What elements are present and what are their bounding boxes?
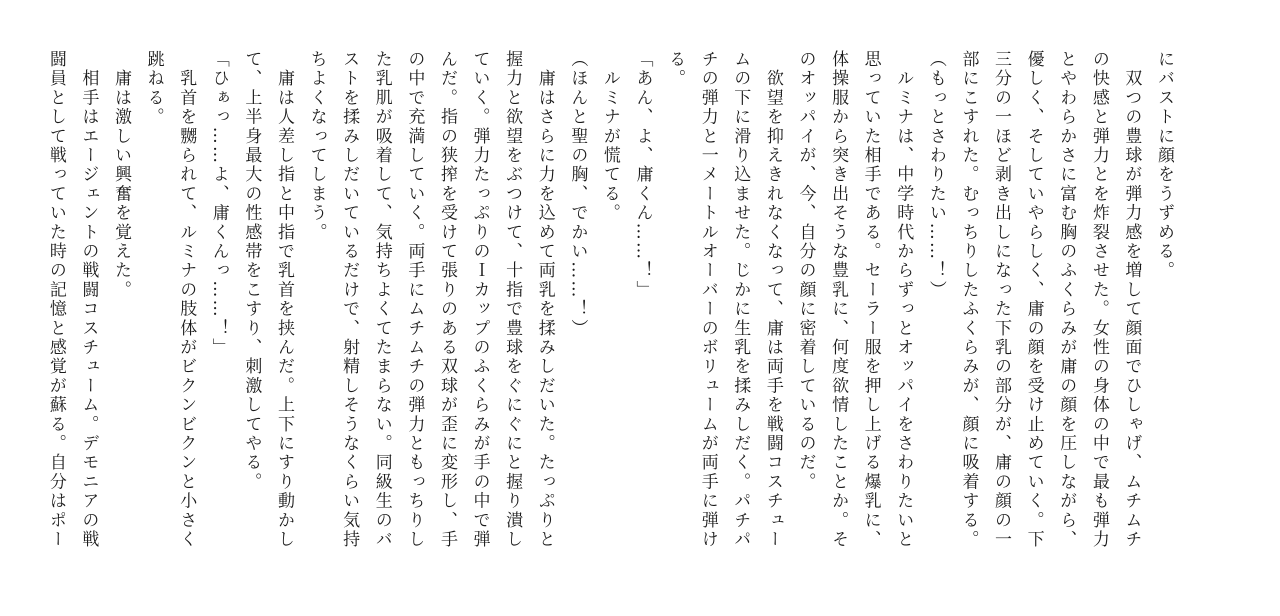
text-line: 握力と欲望をぶつけて、十指で豊球をぐにぐにと握り潰し <box>502 50 523 550</box>
text-line: 「あん、よ、庸くん……！」 <box>632 50 653 300</box>
text-line: ちよくなってしまう。 <box>306 50 327 242</box>
text-line: （ほんと聖の胸、でかい……！） <box>567 50 588 338</box>
text-line: 相手はエージェントの戦闘コスチューム。デモニアの戦 <box>78 50 99 550</box>
text-line: の中で充満していく。両手にムチムチの弾力ともっちりし <box>404 50 425 550</box>
text-line: チの弾力と一メートルオーバーのボリュームが両手に弾け <box>697 50 718 550</box>
text-line: て、上半身最大の性感帯をこすり、刺激してやる。 <box>241 50 262 492</box>
text-line: 部にこすれた。むっちりしたふくらみが、顔に吸着する。 <box>958 50 979 550</box>
text-line: 闘員として戦っていた時の記憶と感覚が蘇る。自分はポー <box>45 50 66 550</box>
text-line: 「ひぁっ……よ、庸くんっ……！」 <box>208 50 229 358</box>
text-line: 庸はさらに力を込めて両乳を揉みしだいた。たっぷりと <box>534 50 555 550</box>
text-line: ルミナは、中学時代からずっとオッパイをさわりたいと <box>893 50 914 550</box>
text-line: ルミナが慌てる。 <box>599 50 620 223</box>
text-line: 三分の一ほど剥き出しになった下乳の部分が、庸の顔の一 <box>991 50 1012 550</box>
text-line: ていく。弾力たっぷりのＩカップのふくらみが手の中で弾 <box>469 50 490 550</box>
text-line: にバストに顔をうずめる。 <box>1154 50 1174 281</box>
text-line: ストを揉みしだいているだけで、射精しそうなくらい気持 <box>339 50 360 550</box>
text-line: ムの下に滑り込ませた。じかに生乳を揉みしだく。パチパ <box>730 50 751 550</box>
text-line: （もっとさわりたい……！） <box>925 50 946 300</box>
text-line: る。 <box>665 50 686 89</box>
text-line: の快感と弾力とを炸裂させた。女性の身体の中で最も弾力 <box>1088 50 1109 550</box>
text-line: んだ。指の狭搾を受けて張りのある双球が歪に変形し、手 <box>436 50 457 550</box>
text-line: 思っていた相手である。セーラー服を押し上げる爆乳に、 <box>860 50 881 550</box>
text-line: 跳ねる。 <box>143 50 164 127</box>
text-line: 体操服から突き出そうな豊乳に、何度欲情したことか。そ <box>828 50 849 550</box>
text-line: のオッパイが、今、自分の顔に密着しているのだ。 <box>795 50 816 492</box>
text-line: 欲望を抑えきれなくなって、庸は両手を戦闘コスチュー <box>762 50 783 550</box>
text-line: 双つの豊球が弾力感を増して顔面でひしゃげ、ムチムチ <box>1121 50 1142 550</box>
text-line: た乳肌が吸着して、気持ちよくてたまらない。同級生のバ <box>371 50 392 550</box>
text-line: とやわらかさに富む胸のふくらみが庸の顔を圧しながら、 <box>1056 50 1077 550</box>
text-line: 庸は激しい興奮を覚えた。 <box>111 50 131 300</box>
text-line: 乳首を嬲られて、ルミナの肢体がビクンビクンと小さく <box>176 50 197 550</box>
vertical-text-block <box>39 50 1180 605</box>
text-line: 優しく、そしていやらしく、庸の顔を受け止めていく。下 <box>1023 50 1044 550</box>
text-line: 庸は人差し指と中指で乳首を挟んだ。上下にすり動かし <box>273 50 294 550</box>
